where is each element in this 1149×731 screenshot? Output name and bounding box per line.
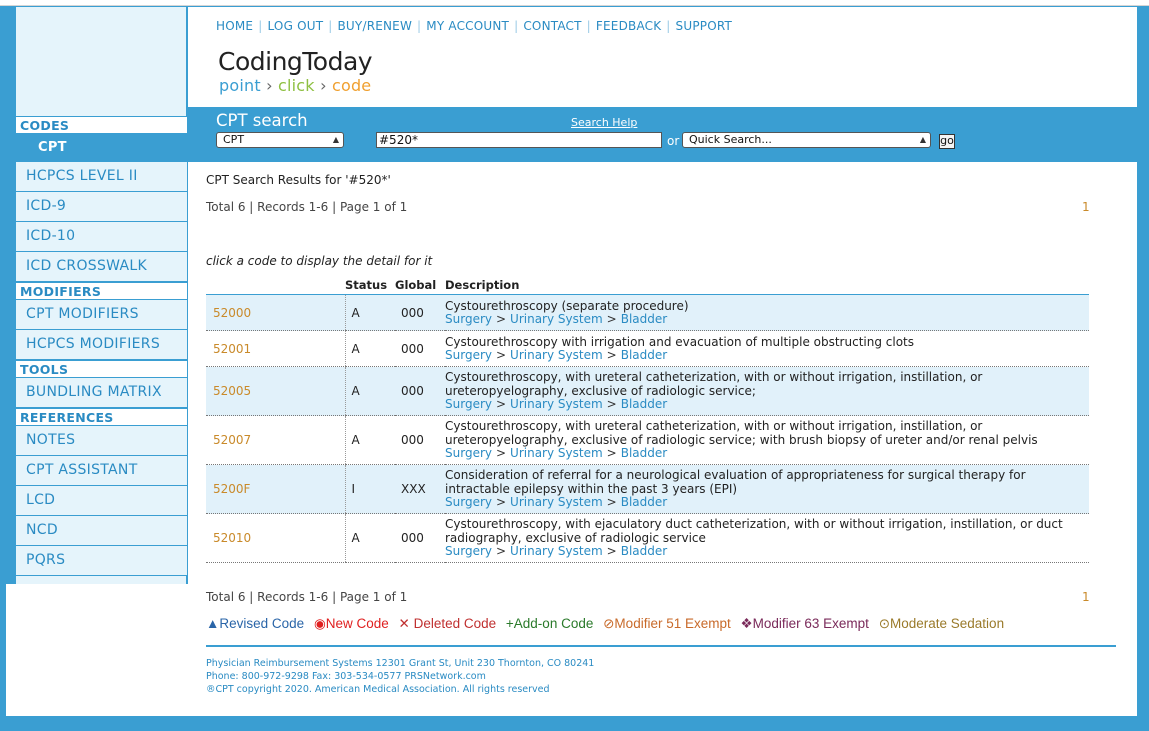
crumb-separator: > xyxy=(606,312,617,326)
legend-new-code: ◉New Code xyxy=(313,616,389,631)
crumb-urinary-link[interactable]: Urinary System xyxy=(510,446,603,461)
sidebar-section-modifiers: MODIFIERS xyxy=(16,282,187,300)
crumb-surgery-link[interactable]: Surgery xyxy=(445,495,492,510)
col-header-description: Description xyxy=(445,278,1089,295)
crumb-separator: > xyxy=(606,544,617,559)
description-cell xyxy=(445,367,1089,416)
global-cell: 000 xyxy=(395,416,445,465)
sidebar-item-bundling-matrix[interactable]: BUNDLING MATRIX xyxy=(16,378,187,408)
nav-separator: | xyxy=(417,19,422,33)
col-header-status: Status xyxy=(345,278,395,295)
footer xyxy=(206,657,594,696)
crumb-bladder-link[interactable]: Bladder xyxy=(620,544,668,559)
legend-modifier-63-exempt: ❖Modifier 63 Exempt xyxy=(740,616,869,631)
legend-modifier-51-exempt: ⊘Modifier 51 Exempt xyxy=(603,616,731,631)
code-link[interactable]: 5200F xyxy=(206,465,345,514)
table-row xyxy=(206,416,1089,465)
col-header-code xyxy=(206,278,345,295)
code-legend xyxy=(206,616,1010,632)
crumb-separator: > xyxy=(495,446,507,461)
description-text: Cystourethroscopy (separate procedure) xyxy=(445,298,689,313)
crumb-surgery-link[interactable]: Surgery xyxy=(445,348,492,362)
select-arrows-icon: ▲ xyxy=(919,135,926,144)
page-right-edge xyxy=(1137,7,1149,716)
legend-revised-code: ▲Revised Code xyxy=(206,616,305,631)
crumb-separator: > xyxy=(495,544,507,559)
sidebar-section-codes: CODES xyxy=(16,116,187,134)
crumb-surgery-link[interactable]: Surgery xyxy=(445,397,492,412)
description-text: Cystourethroscopy, with ureteral catheterization, with or without irrigation, instillation, or ureteropyelography, exclusive of radiologic service; xyxy=(445,370,983,398)
crumb-separator: > xyxy=(495,312,507,326)
crumb-separator: > xyxy=(606,397,617,412)
category-breadcrumb xyxy=(445,545,1089,559)
table-row xyxy=(206,331,1089,367)
quick-search-select[interactable] xyxy=(682,132,931,148)
status-cell: A xyxy=(345,514,395,563)
footer-contact: Phone: 800-972-9298 Fax: 303-534-0577 PRSNetwork.com xyxy=(206,671,486,682)
category-breadcrumb xyxy=(445,313,1089,327)
crumb-urinary-link[interactable]: Urinary System xyxy=(510,397,603,412)
search-bar xyxy=(187,107,1137,162)
code-link[interactable]: 52000 xyxy=(206,295,345,331)
global-cell: 000 xyxy=(395,295,445,331)
category-breadcrumb xyxy=(445,398,1089,412)
results-summary-bottom: Total 6 | Records 1-6 | Page 1 of 1 xyxy=(206,590,408,604)
crumb-bladder-link[interactable]: Bladder xyxy=(620,312,668,326)
sidebar-section-references: REFERENCES xyxy=(16,408,187,426)
legend-deleted-code: ✕ Deleted Code xyxy=(398,616,497,631)
results-table xyxy=(206,278,1089,563)
footer-copyright: ®CPT copyright 2020. American Medical Association. All rights reserved xyxy=(206,684,550,695)
sidebar-left-edge xyxy=(6,7,16,584)
crumb-surgery-link[interactable]: Surgery xyxy=(445,544,492,559)
status-cell: A xyxy=(345,367,395,416)
status-cell: A xyxy=(345,295,395,331)
category-breadcrumb xyxy=(445,496,1089,510)
global-cell: XXX xyxy=(395,465,445,514)
nav-separator: | xyxy=(666,19,671,33)
sidebar-item-hcpcs-level-ii[interactable]: HCPCS LEVEL II xyxy=(16,162,187,192)
nav-separator: | xyxy=(328,19,333,33)
description-cell xyxy=(445,514,1089,563)
logo-tag-code: code xyxy=(331,76,372,95)
table-row xyxy=(206,295,1089,331)
search-input[interactable]: #520* xyxy=(376,132,662,148)
sidebar-item-ncd[interactable]: NCD xyxy=(16,516,187,546)
logo-tag-sep: › xyxy=(266,76,273,95)
description-text: Cystourethroscopy, with ejaculatory duct catheterization, with or without irrigation, instillation, or duct radiography, exclusive of radiologic service xyxy=(445,517,1063,545)
code-type-select[interactable] xyxy=(216,132,344,148)
search-title: CPT search xyxy=(216,111,308,130)
description-text: Cystourethroscopy with irrigation and evacuation of multiple obstructing clots xyxy=(445,334,914,349)
crumb-bladder-link[interactable]: Bladder xyxy=(620,397,668,412)
crumb-separator: > xyxy=(495,397,507,412)
code-link[interactable]: 52005 xyxy=(206,367,345,416)
page-link-bottom[interactable]: 1 xyxy=(1082,590,1090,604)
global-cell: 000 xyxy=(395,514,445,563)
logo-tag-click: click xyxy=(278,76,315,95)
or-label: or xyxy=(667,134,680,148)
quick-search-value: Quick Search... xyxy=(689,133,772,146)
sidebar-item-icd-9[interactable]: ICD-9 xyxy=(16,192,187,222)
col-header-global: Global xyxy=(395,278,445,295)
crumb-separator: > xyxy=(606,446,617,461)
window-top-strip xyxy=(0,0,1149,6)
crumb-urinary-link[interactable]: Urinary System xyxy=(510,495,603,510)
status-cell: I xyxy=(345,465,395,514)
code-link[interactable]: 52007 xyxy=(206,416,345,465)
crumb-urinary-link[interactable]: Urinary System xyxy=(510,348,603,362)
nav-support-link[interactable]: SUPPORT xyxy=(675,19,733,33)
code-link[interactable]: 52001 xyxy=(206,331,345,367)
sidebar-item-icd-crosswalk[interactable]: ICD CROSSWALK xyxy=(16,252,187,282)
legend-addon-code: +Add-on Code xyxy=(505,616,594,631)
nav-contact-link[interactable]: CONTACT xyxy=(523,19,582,33)
description-cell xyxy=(445,465,1089,514)
crumb-separator: > xyxy=(495,348,507,362)
crumb-separator: > xyxy=(606,495,617,510)
results-header-row xyxy=(206,278,1089,295)
crumb-separator: > xyxy=(606,348,617,362)
sidebar-item-cpt-modifiers[interactable]: CPT MODIFIERS xyxy=(16,300,187,330)
logo-tag-sep: › xyxy=(320,76,327,95)
description-cell xyxy=(445,416,1089,465)
legend-moderate-sedation: ⊙Moderate Sedation xyxy=(878,616,1005,631)
sidebar-item-cpt-assistant[interactable]: CPT ASSISTANT xyxy=(16,456,187,486)
sidebar-item-lcd[interactable]: LCD xyxy=(16,486,187,516)
status-cell: A xyxy=(345,331,395,367)
nav-separator: | xyxy=(514,19,519,33)
crumb-bladder-link[interactable]: Bladder xyxy=(620,495,668,510)
select-arrows-icon: ▲ xyxy=(332,135,339,144)
code-type-value: CPT xyxy=(223,133,245,146)
sidebar-item-pqrs[interactable]: PQRS xyxy=(16,546,187,576)
status-cell: A xyxy=(345,416,395,465)
sidebar-menu xyxy=(16,116,187,576)
page-bottom-band xyxy=(0,716,1149,731)
sidebar-item-notes[interactable]: NOTES xyxy=(16,426,187,456)
crumb-surgery-link[interactable]: Surgery xyxy=(445,446,492,461)
crumb-urinary-link[interactable]: Urinary System xyxy=(510,312,603,326)
description-cell xyxy=(445,295,1089,331)
top-nav xyxy=(216,19,732,33)
code-link[interactable]: 52010 xyxy=(206,514,345,563)
description-text: Cystourethroscopy, with ureteral catheterization, with or without irrigation, instillation, or ureteropyelography, exclusive of radiologic service; with brush biopsy of ureter and/or renal pelvis xyxy=(445,419,1038,447)
nav-home-link[interactable]: HOME xyxy=(216,19,254,33)
go-button[interactable]: go xyxy=(940,134,954,147)
category-breadcrumb xyxy=(445,349,1089,363)
category-breadcrumb xyxy=(445,447,1089,461)
results-summary-top: Total 6 | Records 1-6 | Page 1 of 1 xyxy=(206,200,408,214)
logo-title[interactable]: CodingToday xyxy=(218,47,373,76)
table-row xyxy=(206,367,1089,416)
nav-logout-link[interactable]: LOG OUT xyxy=(267,19,324,33)
crumb-separator: > xyxy=(495,495,507,510)
description-text: Consideration of referral for a neurological evaluation of appropriateness for surgical therapy for intractable epilepsy within the past 3 years (EPI) xyxy=(445,468,1026,496)
results-hint: click a code to display the detail for it xyxy=(206,254,433,268)
crumb-bladder-link[interactable]: Bladder xyxy=(620,348,668,362)
results-title: CPT Search Results for '#520*' xyxy=(206,173,391,187)
crumb-bladder-link[interactable]: Bladder xyxy=(620,446,668,461)
nav-my-account-link[interactable]: MY ACCOUNT xyxy=(426,19,510,33)
page-link-top[interactable]: 1 xyxy=(1082,200,1090,214)
crumb-urinary-link[interactable]: Urinary System xyxy=(510,544,603,559)
footer-address: Physician Reimbursement Systems 12301 Grant St, Unit 230 Thornton, CO 80241 xyxy=(206,658,595,669)
crumb-surgery-link[interactable]: Surgery xyxy=(445,312,492,326)
nav-separator: | xyxy=(586,19,591,33)
description-cell xyxy=(445,331,1089,367)
global-cell: 000 xyxy=(395,331,445,367)
nav-separator: | xyxy=(258,19,263,33)
nav-buy-renew-link[interactable]: BUY/RENEW xyxy=(337,19,413,33)
sidebar-item-hcpcs-modifiers[interactable]: HCPCS MODIFIERS xyxy=(16,330,187,360)
sidebar-item-icd-10[interactable]: ICD-10 xyxy=(16,222,187,252)
global-cell: 000 xyxy=(395,367,445,416)
sidebar-item-cpt[interactable]: CPT xyxy=(16,134,187,162)
footer-divider xyxy=(206,645,1116,647)
logo-tag-point: point xyxy=(219,76,261,95)
table-row xyxy=(206,514,1089,563)
logo-tagline xyxy=(219,76,371,95)
search-help-link[interactable]: Search Help xyxy=(571,116,638,129)
nav-feedback-link[interactable]: FEEDBACK xyxy=(595,19,662,33)
table-row xyxy=(206,465,1089,514)
sidebar-section-tools: TOOLS xyxy=(16,360,187,378)
